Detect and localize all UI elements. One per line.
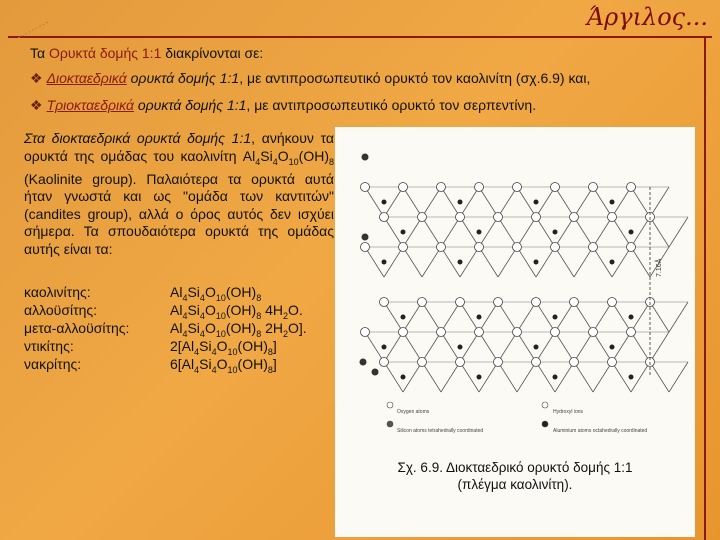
oxygen-atom	[551, 183, 560, 192]
legend-hydroxyl: Hydroxyl ions	[553, 409, 584, 415]
oxygen-atom	[513, 183, 522, 192]
figure-caption	[335, 459, 695, 493]
bond-line	[612, 302, 631, 332]
oxygen-atom	[475, 243, 484, 252]
bond-line	[422, 247, 441, 277]
bullet-rest: , με αντιπροσωπευτικό ορυκτό τον σερπεντίνη.	[246, 97, 537, 113]
para-part2: (Kaolinite group). Παλαιότερα τα ορυκτά αυτά ήταν γνωστά και ως "ομάδα των καντιτών" (candites group), αλλά ο όρος αυτός δεν ισχύει σήμερα. Τα σπουδαιότερα ορυκτά της ομάδας αυτής είναι τα:	[24, 170, 334, 257]
bond-line	[536, 247, 555, 277]
bond-line	[384, 187, 403, 217]
bond-line	[612, 187, 631, 217]
metal-atom	[382, 260, 387, 265]
metal-atom	[401, 315, 406, 320]
bond-line	[517, 247, 536, 277]
oxygen-atom	[494, 213, 503, 222]
bond-line	[650, 302, 669, 332]
bond-line	[479, 247, 498, 277]
bond-line	[612, 217, 631, 247]
bond-line	[631, 332, 650, 362]
bond-line	[498, 362, 517, 392]
corner-ornament	[18, 20, 58, 40]
oxygen-atom	[361, 183, 370, 192]
kaolinite-formula: $Al_4Si_4O_{10}(OH)_8$	[242, 147, 334, 167]
metal-atom	[553, 375, 558, 380]
mineral-name: καολινίτης:	[24, 284, 91, 300]
kaolinite-structure-figure	[335, 127, 695, 537]
oxygen-atom	[475, 183, 484, 192]
bond-line	[422, 362, 441, 392]
oxygen-atom	[494, 358, 503, 367]
oxygen-atom	[608, 298, 617, 307]
bond-line	[422, 332, 441, 362]
metal-atom	[382, 345, 387, 350]
bond-line	[479, 362, 498, 392]
mineral-name: μετα-αλλοϋσίτης:	[24, 320, 130, 336]
oxygen-atom	[380, 358, 389, 367]
bullet-term: Διοκταεδρικά	[46, 70, 127, 86]
metal-atom	[610, 260, 615, 265]
bond-line	[460, 187, 479, 217]
bullet-diamond-icon: ❖	[30, 97, 43, 113]
oxygen-atom	[380, 298, 389, 307]
metal-atom	[553, 230, 558, 235]
bond-line	[669, 302, 688, 332]
legend-aluminium: Aluminium atoms octahedrally coordinated	[553, 428, 648, 434]
bond-line	[403, 302, 422, 332]
bond-line	[517, 332, 536, 362]
mineral-name: αλλοϋσίτης:	[24, 302, 98, 318]
oxygen-atom	[475, 328, 484, 337]
bond-line	[612, 332, 631, 362]
oxygen-atom	[361, 243, 370, 252]
metal-atom	[458, 345, 463, 350]
bond-line	[460, 302, 479, 332]
bond-line	[422, 217, 441, 247]
intro-line	[30, 45, 263, 61]
para-italic: Στα διοκταεδρικά ορυκτά δομής 1:1	[24, 130, 252, 146]
side-rule	[704, 36, 706, 540]
bond-line	[384, 217, 403, 247]
oxygen-atom	[456, 358, 465, 367]
bond-line	[593, 247, 612, 277]
bond-line	[460, 362, 479, 392]
mineral-formula: $Al_4Si_4O_{10}(OH)_8$ $2H_2O$].	[170, 320, 307, 339]
oxygen-atom	[399, 183, 408, 192]
bond-line	[479, 217, 498, 247]
para-part1: , ανήκουν τα ορυκτά της ομάδας του καολινίτη	[24, 130, 335, 164]
bullet-diamond-icon: ❖	[30, 70, 43, 86]
bond-line	[460, 247, 479, 277]
intro-prefix: Τα	[30, 45, 49, 61]
oxygen-atom	[532, 358, 541, 367]
oxygen-atom	[456, 213, 465, 222]
bond-line	[593, 332, 612, 362]
bond-line	[669, 217, 688, 247]
metal-atom	[553, 315, 558, 320]
metal-atom	[458, 260, 463, 265]
oxygen-atom	[551, 243, 560, 252]
bond-line	[517, 362, 536, 392]
bond-line	[612, 362, 631, 392]
bond-line	[536, 217, 555, 247]
oxygen-atom	[437, 243, 446, 252]
oxygen-atom	[570, 298, 579, 307]
bond-line	[365, 187, 384, 217]
metal-atom	[629, 315, 634, 320]
oxygen-atom	[532, 298, 541, 307]
bond-line	[479, 302, 498, 332]
oxygen-atom	[418, 298, 427, 307]
bond-line	[441, 217, 460, 247]
bond-line	[593, 187, 612, 217]
caption-line-2: (πλέγμα καολινίτη).	[457, 477, 573, 492]
header-rule	[8, 36, 712, 38]
bond-line	[479, 332, 498, 362]
bond-line	[479, 187, 498, 217]
metal-atom	[382, 200, 387, 205]
isolated-atom	[372, 369, 379, 376]
bond-line	[536, 362, 555, 392]
mineral-formula: $2[Al_4Si_4O_{10}(OH)_8]$	[170, 338, 277, 357]
mineral-name: ντικίτης:	[24, 338, 74, 354]
caption-line-1: Σχ. 6.9. Διοκταεδρικό ορυκτό δομής 1:1	[397, 460, 633, 475]
bond-line	[650, 217, 669, 247]
mineral-name: νακρίτης:	[24, 356, 82, 372]
metal-atom	[610, 345, 615, 350]
oxygen-atom	[589, 328, 598, 337]
bond-line	[384, 332, 403, 362]
isolated-atom	[362, 154, 369, 161]
legend-silicon: Silicon atoms tetrahedrally coordinated	[397, 428, 484, 434]
bond-line	[631, 247, 650, 277]
bullet-term: Τριοκταεδρικά	[46, 97, 134, 113]
bullet-italic: ορυκτά δομής 1:1	[133, 97, 247, 113]
oxygen-atom	[608, 358, 617, 367]
bond-line	[498, 217, 517, 247]
oxygen-atom	[380, 213, 389, 222]
mineral-formula: $Al_4Si_4O_{10}(OH)_8$ $4H_2O$.	[170, 302, 303, 321]
bond-line	[498, 332, 517, 362]
bond-line	[650, 187, 669, 217]
description-paragraph	[24, 130, 334, 258]
bond-line	[536, 302, 555, 332]
metal-atom	[610, 200, 615, 205]
bond-line	[574, 247, 593, 277]
oxygen-atom	[399, 328, 408, 337]
bond-line	[593, 362, 612, 392]
oxygen-atom	[399, 243, 408, 252]
bond-line	[403, 247, 422, 277]
metal-atom	[401, 375, 406, 380]
bond-line	[441, 187, 460, 217]
intro-highlight: Ορυκτά δομής 1:1	[49, 45, 162, 61]
bond-line	[441, 332, 460, 362]
oxygen-atom	[494, 298, 503, 307]
bond-line	[536, 187, 555, 217]
oxygen-atom	[627, 243, 636, 252]
bond-line	[403, 217, 422, 247]
legend-symbol	[542, 421, 548, 427]
bond-line	[403, 332, 422, 362]
oxygen-atom	[418, 213, 427, 222]
mineral-formula: $Al_4Si_4O_{10}(OH)_8$	[170, 284, 262, 303]
bullet-italic: ορυκτά δομής 1:1	[126, 70, 240, 86]
bond-line	[422, 302, 441, 332]
oxygen-atom	[589, 183, 598, 192]
bond-line	[612, 247, 631, 277]
metal-atom	[534, 345, 539, 350]
oxygen-atom	[627, 328, 636, 337]
bond-line	[593, 302, 612, 332]
bond-line	[498, 187, 517, 217]
bond-line	[403, 187, 422, 217]
metal-atom	[629, 230, 634, 235]
metal-atom	[401, 230, 406, 235]
oxygen-atom	[513, 328, 522, 337]
bond-line	[422, 187, 441, 217]
bond-line	[441, 362, 460, 392]
oxygen-atom	[532, 213, 541, 222]
legend-symbol	[387, 421, 393, 427]
bond-line	[574, 217, 593, 247]
bond-line	[384, 362, 403, 392]
bond-line	[593, 217, 612, 247]
bond-line	[555, 302, 574, 332]
isolated-atom	[362, 234, 369, 241]
oxygen-atom	[437, 183, 446, 192]
oxygen-atom	[627, 183, 636, 192]
bond-line	[498, 302, 517, 332]
metal-atom	[477, 230, 482, 235]
bond-line	[631, 217, 650, 247]
legend-symbol	[387, 402, 393, 408]
metal-atom	[458, 200, 463, 205]
metal-atom	[477, 375, 482, 380]
metal-atom	[534, 260, 539, 265]
legend-oxygen: Oxygen atoms	[397, 409, 430, 415]
isolated-atom	[360, 359, 367, 366]
bond-line	[631, 362, 650, 392]
bond-line	[574, 332, 593, 362]
bond-line	[365, 247, 384, 277]
bond-line	[460, 217, 479, 247]
bond-line	[555, 217, 574, 247]
oxygen-atom	[608, 213, 617, 222]
bullet-rest: , με αντιπροσωπευτικό ορυκτό τον καολινίτη (σχ.6.9) και,	[239, 70, 591, 86]
oxygen-atom	[437, 328, 446, 337]
metal-atom	[477, 315, 482, 320]
bond-line	[517, 187, 536, 217]
bond-line	[574, 302, 593, 332]
oxygen-atom	[551, 328, 560, 337]
bond-line	[669, 362, 688, 392]
bond-line	[574, 187, 593, 217]
bond-line	[384, 302, 403, 332]
mineral-formula: $6[Al_4Si_4O_{10}(OH)_8]$	[170, 356, 277, 375]
bond-line	[650, 362, 669, 392]
metal-atom	[534, 200, 539, 205]
bond-line	[517, 217, 536, 247]
bond-line	[365, 332, 384, 362]
bond-line	[384, 247, 403, 277]
bond-line	[650, 332, 669, 362]
metal-atom	[629, 375, 634, 380]
bond-line	[403, 362, 422, 392]
bond-line	[555, 187, 574, 217]
dimension-label: 7.16Å	[656, 258, 663, 277]
oxygen-atom	[570, 358, 579, 367]
oxygen-atom	[570, 213, 579, 222]
kaolinite-lattice-diagram	[335, 127, 695, 457]
bond-line	[555, 362, 574, 392]
legend-symbol	[542, 402, 548, 408]
bond-line	[631, 187, 650, 217]
bond-line	[441, 247, 460, 277]
oxygen-atom	[361, 328, 370, 337]
bond-line	[555, 247, 574, 277]
bullet-trioctahedral	[30, 97, 536, 114]
bond-line	[574, 362, 593, 392]
oxygen-atom	[589, 243, 598, 252]
bullet-dioctahedral	[30, 70, 590, 87]
bond-line	[517, 302, 536, 332]
oxygen-atom	[456, 298, 465, 307]
bond-line	[498, 247, 517, 277]
bond-line	[536, 332, 555, 362]
bond-line	[441, 302, 460, 332]
oxygen-atom	[513, 243, 522, 252]
intro-suffix: διακρίνονται σε:	[161, 45, 264, 61]
bond-line	[631, 302, 650, 332]
oxygen-atom	[418, 358, 427, 367]
bond-line	[555, 332, 574, 362]
bond-line	[460, 332, 479, 362]
slide-title: Άργιλος...	[586, 3, 708, 31]
